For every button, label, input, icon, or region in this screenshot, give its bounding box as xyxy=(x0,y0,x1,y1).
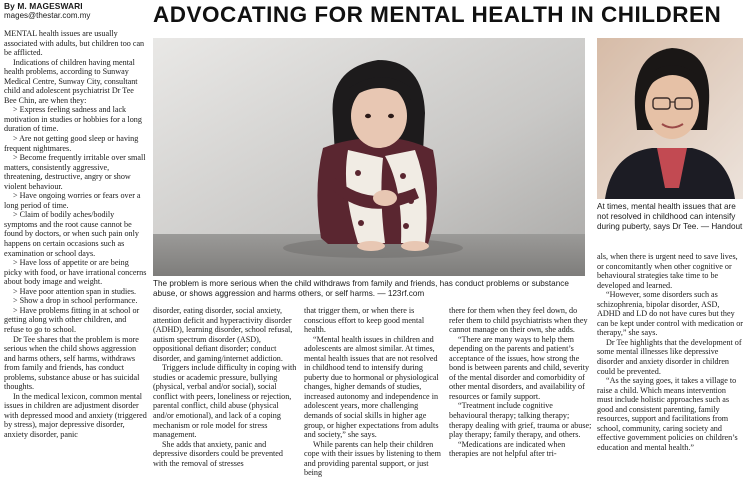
paragraph: “Medications are indicated when therapies are not helpful after tri- xyxy=(449,439,566,459)
paragraph: there for them when they feel down, do refer them to child psychiatrists when they cannot manage on their own, she adds. xyxy=(449,306,588,335)
article-column-4 xyxy=(449,306,592,497)
paragraph: Indications of children having mental health problems, according to Sunway Medical Centre, Sunway City, consultant child and adolescent psychiatrist Dr Tee Bee Chin, are when they: xyxy=(4,57,138,105)
paragraph: Triggers include difficulty in coping with studies or academic pressure, bullying (physical, verbal and/or social), social conflict with peers, loneliness or rejection, parental conflict, child abuse (physical and/or emotional), and lack of a coping mechanism or role model for stress management. xyxy=(153,363,297,440)
byline xyxy=(4,1,150,21)
paragraph: She adds that anxiety, panic and depressive disorders could be prevented with the removal of stresses xyxy=(153,439,283,468)
main-photo-child xyxy=(153,38,585,276)
list-item: > Show a drop in school performance. xyxy=(13,296,138,306)
article-column-1 xyxy=(4,29,148,497)
article-headline: ADVOCATING FOR MENTAL HEALTH IN CHILDREN xyxy=(153,2,722,27)
paragraph: “As the saying goes, it takes a village to raise a child. Which means intervention must include holistic approaches such as good and consistent parenting, family resources, support and facilitations from school, community, caring society and effective government policies on children’s education and mental health.” xyxy=(597,376,738,452)
article-column-2 xyxy=(153,306,299,497)
main-photo-caption: The problem is more serious when the child withdraws from family and friends, has conduct problems or substance abuse, or shows aggression and harms others, or self harms. — 123rf.com xyxy=(153,279,569,298)
paragraph: “There are many ways to help them depending on the parents and patient’s acceptance of the issues, how strong the bond is between parents and child, severity of the mental disorder and comorbidity of other mental disorders, and availability of resources or family support. xyxy=(449,334,590,401)
paragraph: that trigger them, or when there is conscious effort to keep good mental health. xyxy=(304,306,425,335)
portrait-dr-tee xyxy=(597,38,743,199)
portrait-caption: At times, mental health issues that are not resolved in childhood can intensify during puberty, says Dr Tee. — Handout xyxy=(597,202,743,231)
list-item: > Have loss of appetite or are being picky with food, or have irrational concerns about body image and weight. xyxy=(4,258,147,287)
list-item: > Express feeling sadness and lack motivation in studies or hobbies for a long duration of time. xyxy=(4,105,142,134)
list-item: > Have poor attention span in studies. xyxy=(13,286,137,296)
paragraph: Dr Tee highlights that the development of some mental illnesses like depressive disorder and anxiety disorder in children could be prevented. xyxy=(597,337,742,376)
author-email[interactable]: mages@thestar.com.my xyxy=(4,11,91,20)
paragraph: While parents can help their children cope with their issues by listening to them and providing parental support, or just being xyxy=(304,439,441,478)
paragraph: Dr Tee shares that the problem is more serious when the child shows aggression and harms others, self harms, withdraws from family and friends, has conduct problems, substance abuse or has suicidal thoughts. xyxy=(4,334,140,392)
paragraph: als, when there is urgent need to save lives, or concomitantly when other cognitive or behavioural strategies take time to be developed and learned. xyxy=(597,252,738,290)
paragraph: “Mental health issues in children and adolescents are almost similar. At times, mental health issues that are not resolved in childhood tend to intensify during puberty due to hormonal or physiological changes, higher demands of studies, increased autonomy and independence in adolescent years, more challenging demands of social skills in higher age group, or higher expectations from adults and society,” she says. xyxy=(304,334,439,440)
list-item: > Claim of bodily aches/bodily symptoms and the root cause cannot be found by doctors, or when such pain only happens on certain occasions such as examination or school days. xyxy=(4,210,139,258)
list-item: > Become frequently irritable over small matters, consistently aggressive, threatening, destructive, angry or show violent behaviour. xyxy=(4,153,146,191)
paragraph: In the medical lexicon, common mental issues in children are adjustment disorder with depressed mood and anxiety (triggered by stress), major depressive disorder, anxiety disorder, panic xyxy=(4,391,147,439)
paragraph: “However, some disorders such as schizophrenia, bipolar disorder, ASD, ADHD and LD do not have cures but they can be kept under control with medication or therapy,” she says. xyxy=(597,290,743,338)
author-name: By M. MAGESWARI xyxy=(4,1,83,11)
paragraph: disorder, eating disorder, social anxiety, attention deficit and hyperactivity disorder (ADHD), learning disorder, school refusal, autism spectrum disorder (ASD), oppositional defiant disorder; conduct disorder, and gaming/internet addiction. xyxy=(153,306,293,363)
list-item: > Have ongoing worries or fears over a long period of time. xyxy=(4,191,141,210)
list-item: > Have problems fitting in at school or getting along with other children, and refuse to go to school. xyxy=(4,305,140,334)
list-item: > Are not getting good sleep or having frequent nightmares. xyxy=(4,134,139,153)
paragraph: MENTAL health issues are usually associated with adults, but children too can be afflicted. xyxy=(4,29,145,58)
paragraph: “Treatment include cognitive behavioural therapy; talking therapy; therapy dealing with grief, trauma or abuse; play therapy; family therapy, and others. xyxy=(449,401,592,440)
article-column-3 xyxy=(304,306,443,497)
article-column-5 xyxy=(597,252,743,497)
